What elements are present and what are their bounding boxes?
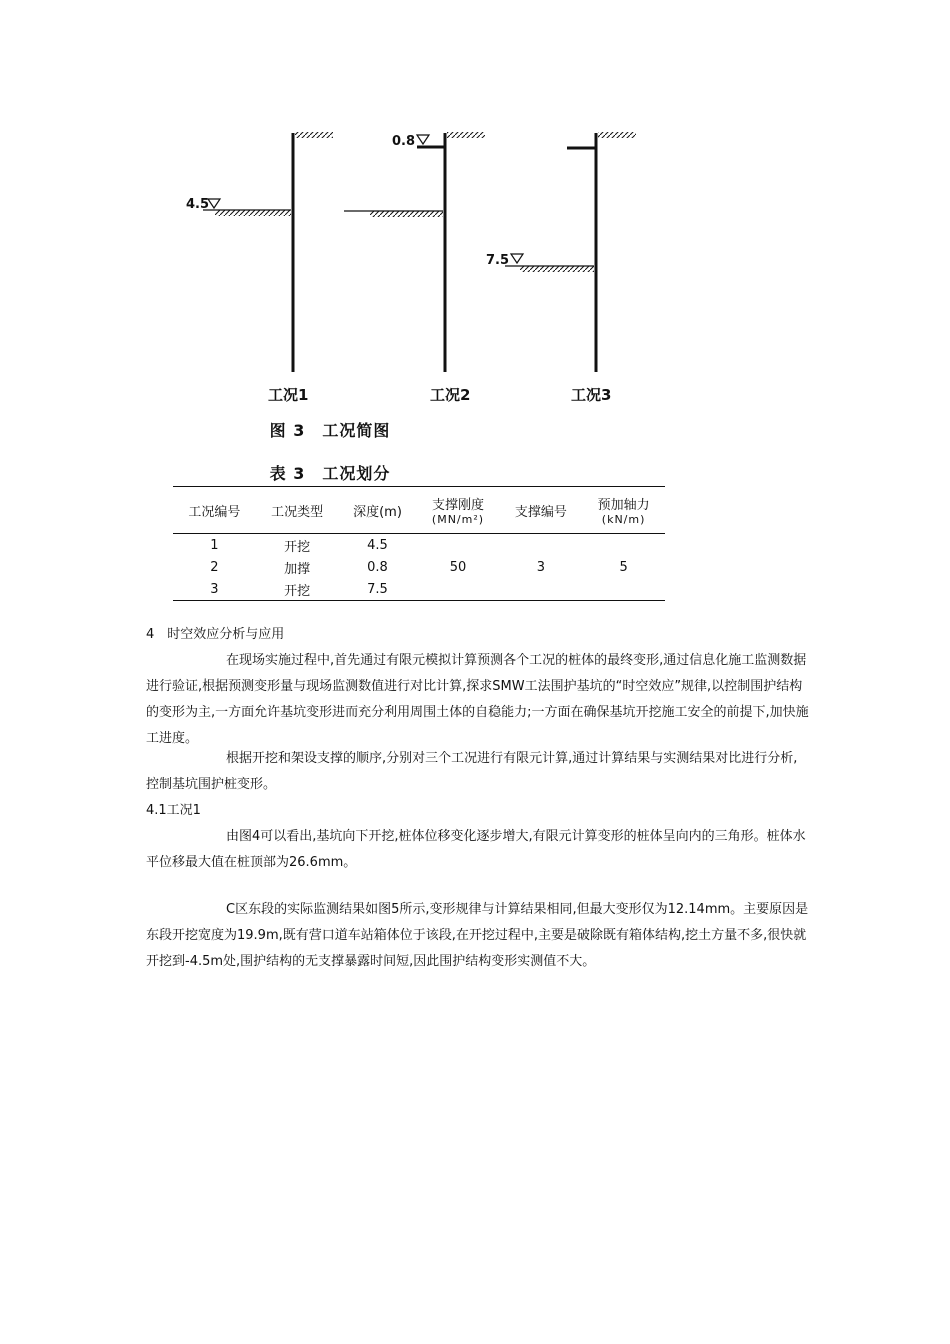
condition-diagram <box>0 0 950 420</box>
header-axial <box>582 487 665 534</box>
condition-3-label: 工况3 <box>571 386 612 404</box>
header-depth: 深度(m) <box>339 487 417 534</box>
level-label-1: 4.5 <box>186 197 210 212</box>
section-4-paragraph-1: 在现场实施过程中,首先通过有限元模拟计算预测各个工况的桩体的最终变形,通过信息化施工监测数据进行验证,根据预测变形量与现场监测数值进行对比计算,探求SMW工法围护基坑的“时空效应”规律,以控制围护结构的变形为主,一方面允许基坑变形进而充分利用周围土体的自稳能力;一方面在确保基坑开挖施工安全的前提下,加快施工进度。 <box>146 653 809 746</box>
table-cell <box>417 578 500 601</box>
condition-2-label: 工况2 <box>430 386 471 404</box>
table-cell <box>417 534 500 557</box>
header-stiffness <box>417 487 500 534</box>
header-type: 工况类型 <box>256 487 339 534</box>
condition-1-diagram <box>186 132 333 404</box>
table-cell: 0.8 <box>367 559 388 575</box>
table-cell: 开挖 <box>284 583 311 599</box>
section-4-1-paragraph-1: 由图4可以看出,基坑向下开挖,桩体位移变化逐步增大,有限元计算变形的桩体呈向内的三角形。桩体水平位移最大值在桩顶部为26.6mm。 <box>146 829 806 870</box>
table-cell: 4.5 <box>367 537 388 553</box>
condition-table <box>173 486 665 601</box>
table-cell: 7.5 <box>367 581 388 597</box>
section-4-heading: 4 时空效应分析与应用 <box>146 627 285 642</box>
table-cell: 50 <box>449 559 467 575</box>
level-label-2: 0.8 <box>392 134 416 149</box>
condition-2-diagram <box>344 132 485 404</box>
table-row <box>173 534 665 557</box>
header-stiffness-unit: (MN/m²) <box>431 513 485 526</box>
header-id: 工况编号 <box>173 487 256 534</box>
table-cell: 3 <box>210 581 219 597</box>
table-cell: 加撑 <box>284 561 311 577</box>
water-level-icon <box>511 254 523 263</box>
table-cell <box>582 578 665 601</box>
figure-caption: 图 3 工况简图 <box>269 421 391 440</box>
condition-3-diagram <box>486 132 636 404</box>
section-4-1-paragraph-2: C区东段的实际监测结果如图5所示,变形规律与计算结果相同,但最大变形仅为12.14mm。主要原因是东段开挖宽度为19.9m,既有营口道车站箱体位于该段,在开挖过程中,主要是破除既有箱体结构,挖土方量不多,很快就开挖到-4.5m处,围护结构的无支撑暴露时间短,因此围护结构变形实测值不大。 <box>146 902 809 969</box>
table-cell: 1 <box>210 537 219 553</box>
table-cell <box>499 578 582 601</box>
water-level-icon <box>417 135 429 144</box>
condition-1-label: 工况1 <box>268 386 309 404</box>
section-4-1-heading: 4.1工况1 <box>146 803 201 818</box>
header-stiffness-label: 支撑刚度 <box>431 498 484 513</box>
table-caption: 表 3 工况划分 <box>269 464 391 483</box>
table-cell <box>582 534 665 557</box>
header-axial-unit: (kN/m) <box>601 513 646 526</box>
section-4-paragraph-2: 根据开挖和架设支撑的顺序,分别对三个工况进行有限元计算,通过计算结果与实测结果对比进行分析,控制基坑围护桩变形。 <box>146 751 798 792</box>
table-row <box>173 556 665 578</box>
table-header-row <box>173 487 665 534</box>
water-level-icon <box>208 199 220 208</box>
table-cell: 5 <box>619 559 628 575</box>
table-cell <box>499 534 582 557</box>
level-label-3: 7.5 <box>486 253 510 268</box>
table-cell: 3 <box>536 559 545 575</box>
table-row <box>173 578 665 601</box>
table-cell: 开挖 <box>284 539 311 555</box>
table-cell: 2 <box>210 559 219 575</box>
header-support-id: 支撑编号 <box>499 487 582 534</box>
header-axial-label: 预加轴力 <box>597 498 650 513</box>
